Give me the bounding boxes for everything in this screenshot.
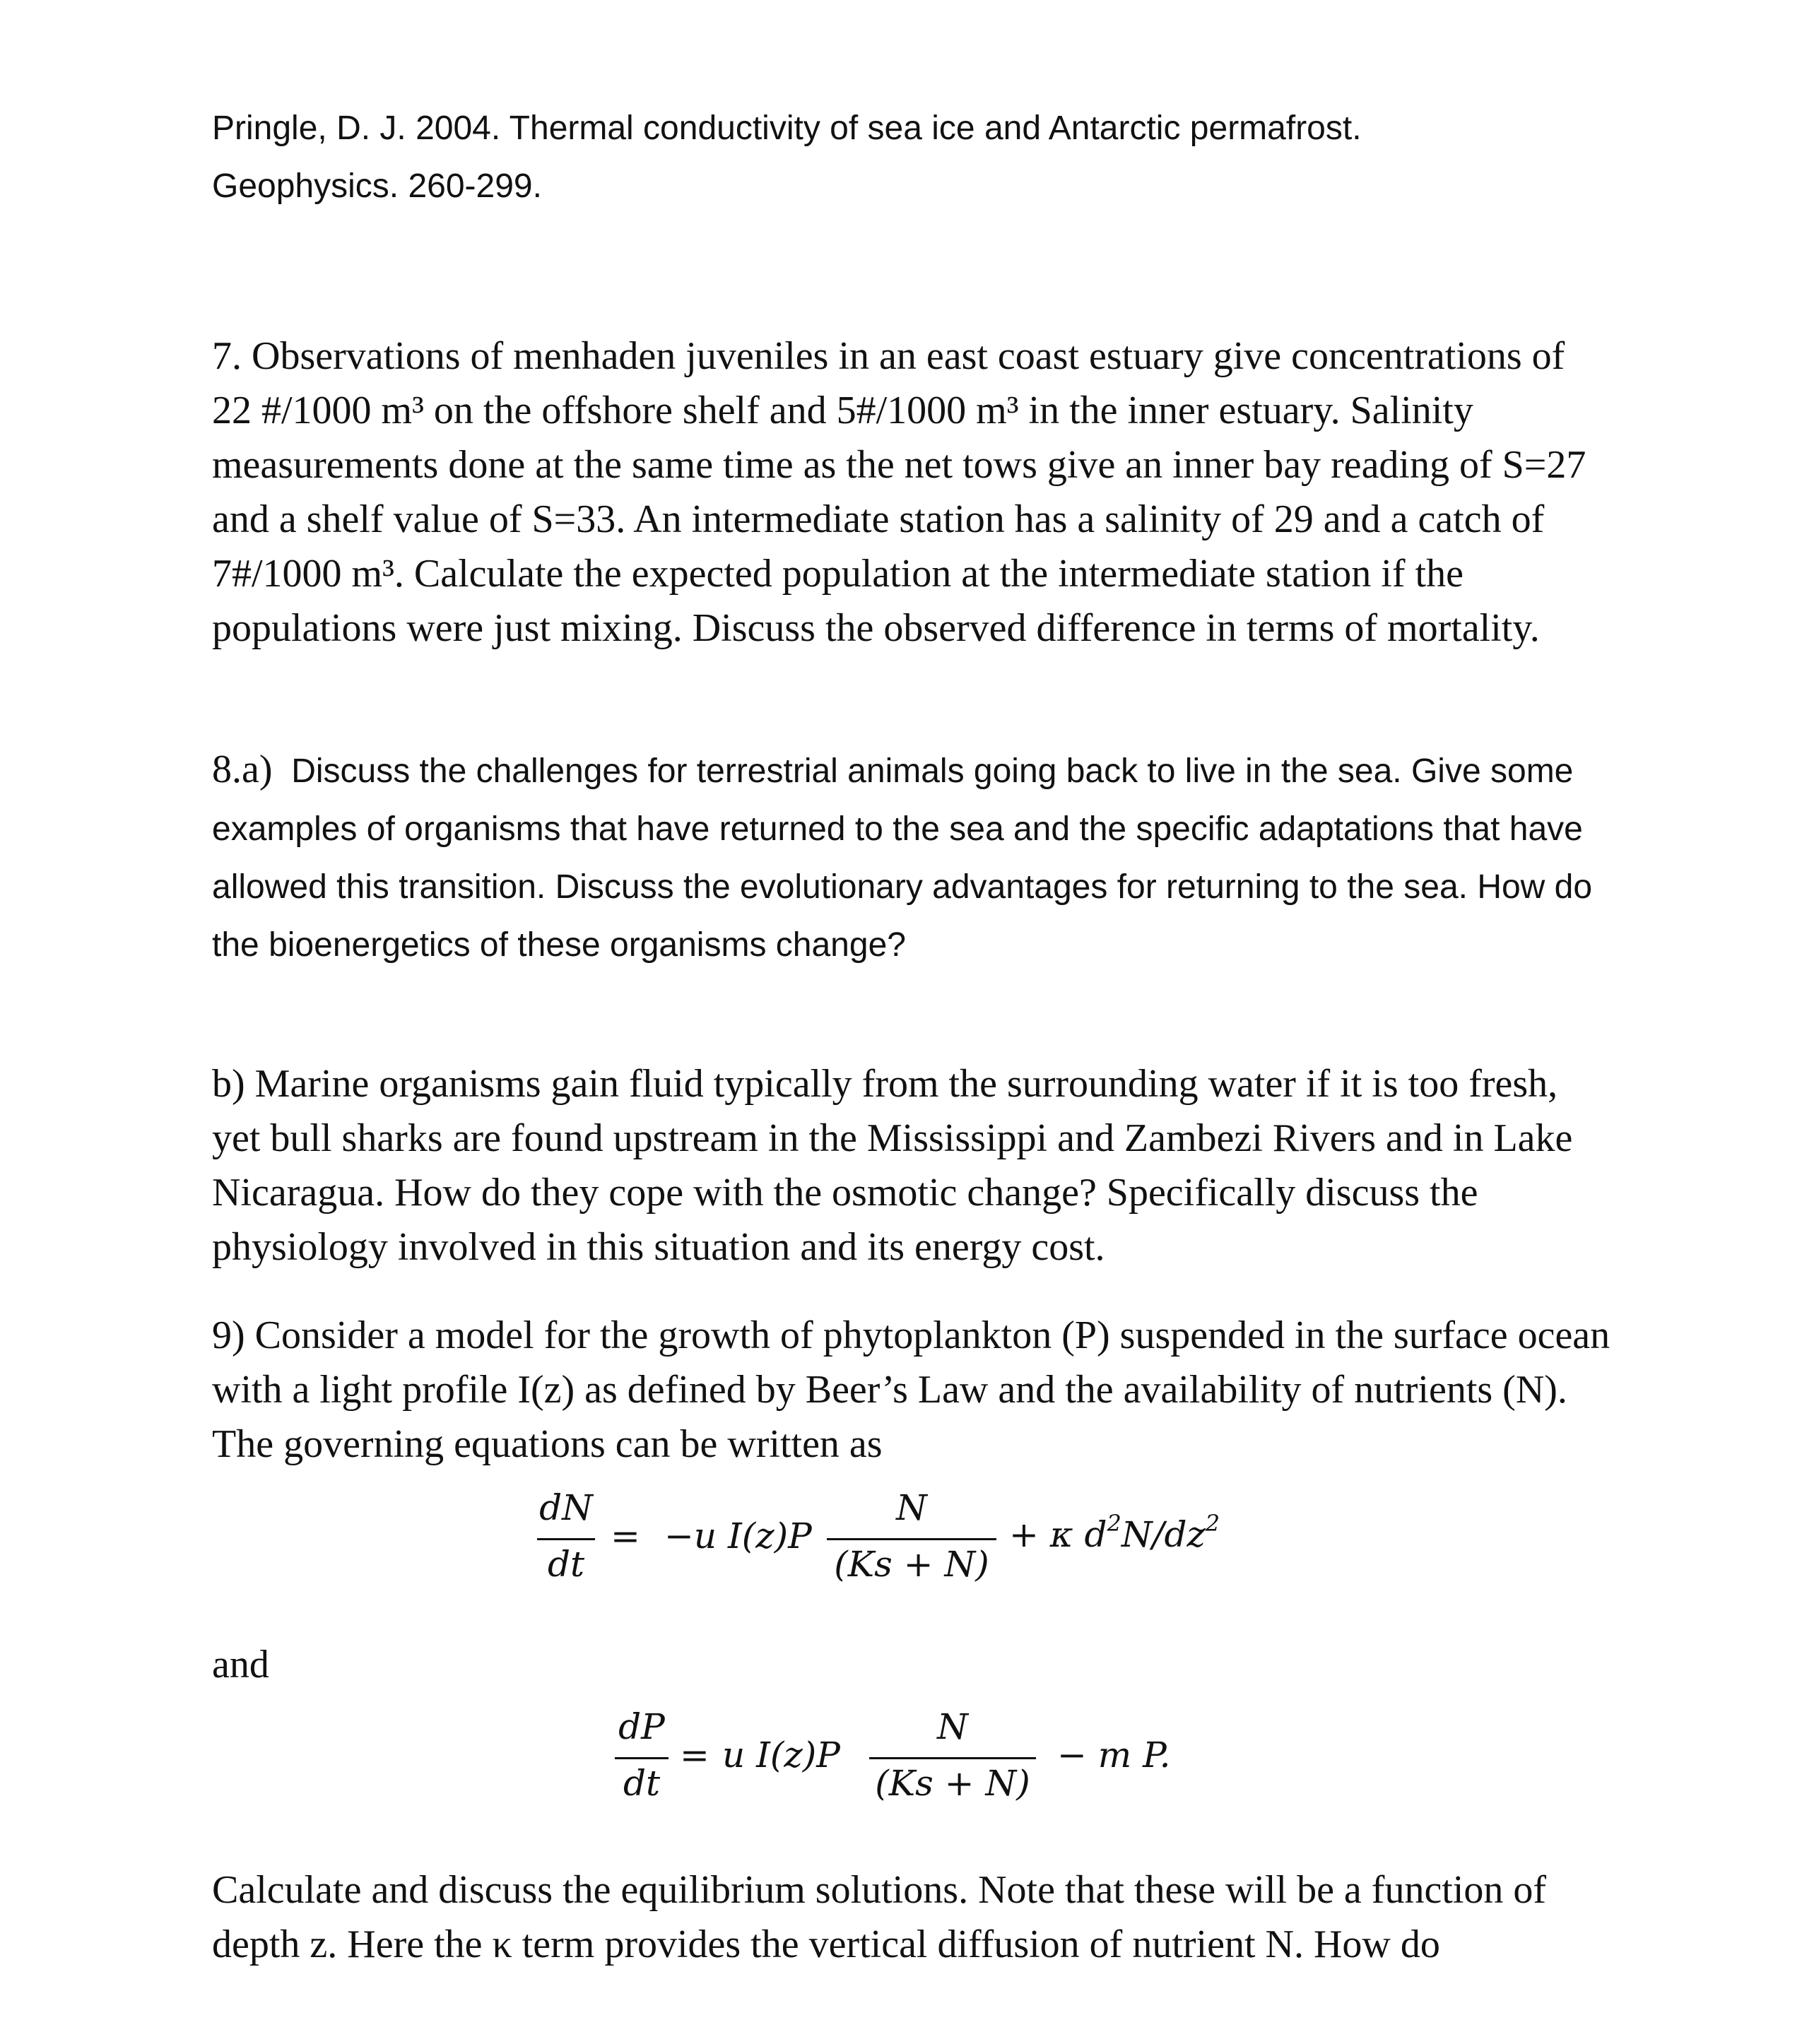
eq2-frac-numerator: N [937,1706,968,1747]
question-8a-text: Discuss the challenges for terrestrial animals going back to live in the sea. Give some examples of organisms that have returned to the sea and the specific adaptations that have allowed this transition. Discuss the evolutionary advantages for returning to the sea. How do the bioenergetics of these organisms change? [212,752,1593,964]
reference-line-1: Pringle, D. J. 2004. Thermal conductivity of sea ice and Antarctic permafrost. [212,110,1362,147]
connector-and: and [212,1643,269,1686]
equation-phytoplankton [615,1706,1463,1826]
eq1-diffusion-term: + κ $d^2N/dz^2$ [1009,1510,1220,1555]
closing-paragraph: Calculate and discuss the equilibrium solutions. Note that these will be a function of depth z. Here the κ term provides the vertical diffusion of nutrient N. How do [212,1868,1547,1966]
eq2-term: u I(z)P [722,1735,840,1776]
eq1-frac-numerator: N [896,1487,927,1528]
eq1-equals: = [611,1516,640,1556]
eq2-mortality-term: − m P. [1057,1735,1171,1776]
eq1-lhs-numerator: dN [539,1487,593,1528]
question-8a [212,740,1611,974]
eq1-lhs-denominator: dt [547,1544,585,1585]
question-9: 9) Consider a model for the growth of phytoplankton (P) suspended in the surface ocean with a light profile I(z) as defined by Beer’s Law and the availability of nutrients (N). The governing equations can be written as [212,1313,1610,1466]
eq2-lhs-numerator: dP [618,1706,665,1747]
eq2-frac-bar [869,1757,1036,1759]
eq2-lhs-denominator: dt [623,1763,661,1804]
equation-nutrient [537,1487,1456,1607]
eq1-term: −u I(z)P [664,1516,812,1556]
reference-line-2: Geophysics. 260-299. [212,167,542,205]
eq2-frac-denominator: (Ks + N) [875,1763,1030,1804]
question-8a-label: 8.a) [212,748,273,791]
eq1-lhs-fraction-bar [537,1538,595,1540]
question-7: 7. Observations of menhaden juveniles in an east coast estuary give concentrations of 22 #/1000 m³ on the offshore shelf and 5#/1000 m³ in the inner estuary. Salinity measurements done at the same time as the net tows give an inner bay reading of S=27 and a shelf value of S=33. An intermediate station has a salinity of 29 and a catch of 7#/1000 m³. Calculate the expected population at the intermediate station if the populations were just mixing. Discuss the observed difference in terms of mortality. [212,334,1586,650]
eq1-frac-bar [827,1538,996,1540]
eq2-lhs-fraction-bar [615,1757,669,1759]
eq1-frac-denominator: (Ks + N) [834,1544,989,1585]
reference-citation [212,100,1611,215]
eq2-equals: = [680,1735,709,1776]
question-8b: b) Marine organisms gain fluid typically from the surrounding water if it is too fresh, yet bull sharks are found upstream in the Mississippi and Zambezi Rivers and in Lake Nicaragua. How do they cope with the osmotic change? Specifically discuss the physiology involved in this situation and its energy cost. [212,1062,1573,1269]
